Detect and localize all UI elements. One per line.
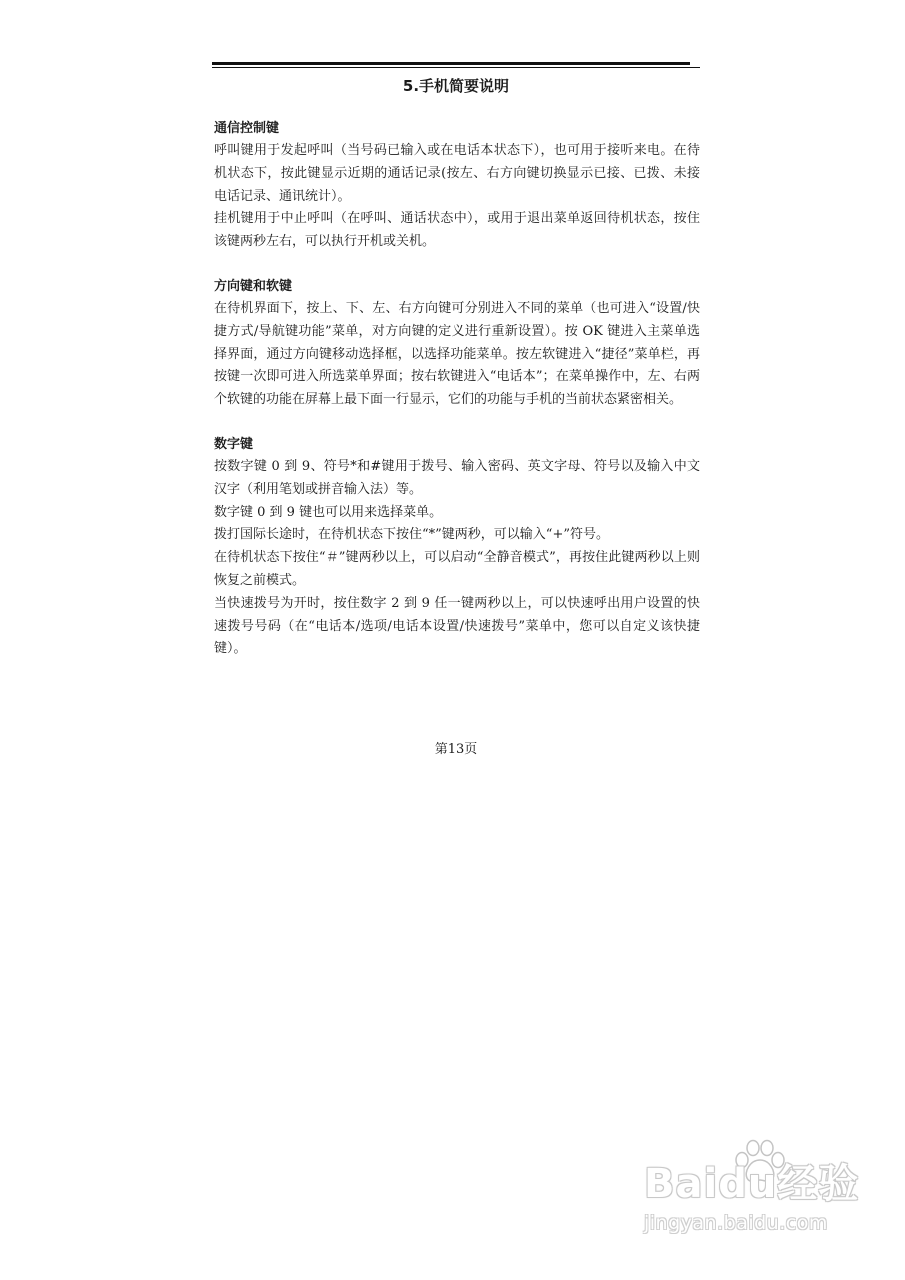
section-heading: 数字键 [214,436,254,452]
paragraph: 拨打国际长途时，在待机状态下按住“*”键两秒，可以输入“+”符号。 [214,527,609,543]
paragraph: 在待机状态下按住“＃”键两秒以上，可以启动“全静音模式”，再按住此键两秒以上则恢复之前模式。 [214,550,700,588]
section-navigation-soft-keys [214,276,700,412]
section-number-keys [214,434,700,661]
page-title: 5.手机简要说明 [402,77,510,95]
page-number: 第13页 [434,742,478,757]
watermark-logo-text: Baidu经验 [644,1161,860,1207]
header-rule-thin [212,67,700,68]
paragraph: 挂机键用于中止呼叫（在呼叫、通话状态中），或用于退出菜单返回待机状态，按住该键两秒左右，可以执行开机或关机。 [214,211,700,250]
header-rule-thick [212,62,690,65]
paragraph: 呼叫键用于发起呼叫（当号码已输入或在电话本状态下），也可用于接听来电。在待机状态下，按此键显示近期的通话记录(按左、右方向键切换显示已接、已拨、未接电话记录、通讯统计）。 [214,143,700,204]
paragraph: 当快速拨号为开时，按住数字 2 到 9 任一键两秒以上，可以快速呼出用户设置的快速拨号号码（在“电话本/选项/电话本设置/快速拨号”菜单中，您可以自定义该快捷键）。 [214,595,700,657]
paragraph: 按数字键 0 到 9、符号*和#键用于拨号、输入密码、英文字母、符号以及输入中文汉字（利用笔划或拼音输入法）等。 [214,458,700,497]
baidu-jingyan-watermark [640,1138,880,1248]
section-heading: 通信控制键 [214,121,280,136]
paragraph: 在待机界面下，按上、下、左、右方向键可分别进入不同的菜单（也可进入“设置/快捷方式/导航键功能”菜单，对方向键的定义进行重新设置）。按 OK 键进入主菜单选择界面，通过方向键移动选择框，以选择功能菜单。按左软键进入“捷径”菜单栏，再按键一次即可进入所选菜单界面；按右软键进入“电话本”；在菜单操作中，左、右两个软键的功能在屏幕上最下面一行显示，它们的功能与手机的当前状态紧密相关。 [214,300,700,408]
section-heading: 方向键和软键 [214,278,293,294]
watermark-url: jingyan.baidu.com [644,1212,828,1234]
content-body [214,118,700,661]
section-call-control-keys [214,118,700,254]
paragraph: 数字键 0 到 9 键也可以用来选择菜单。 [214,504,443,520]
